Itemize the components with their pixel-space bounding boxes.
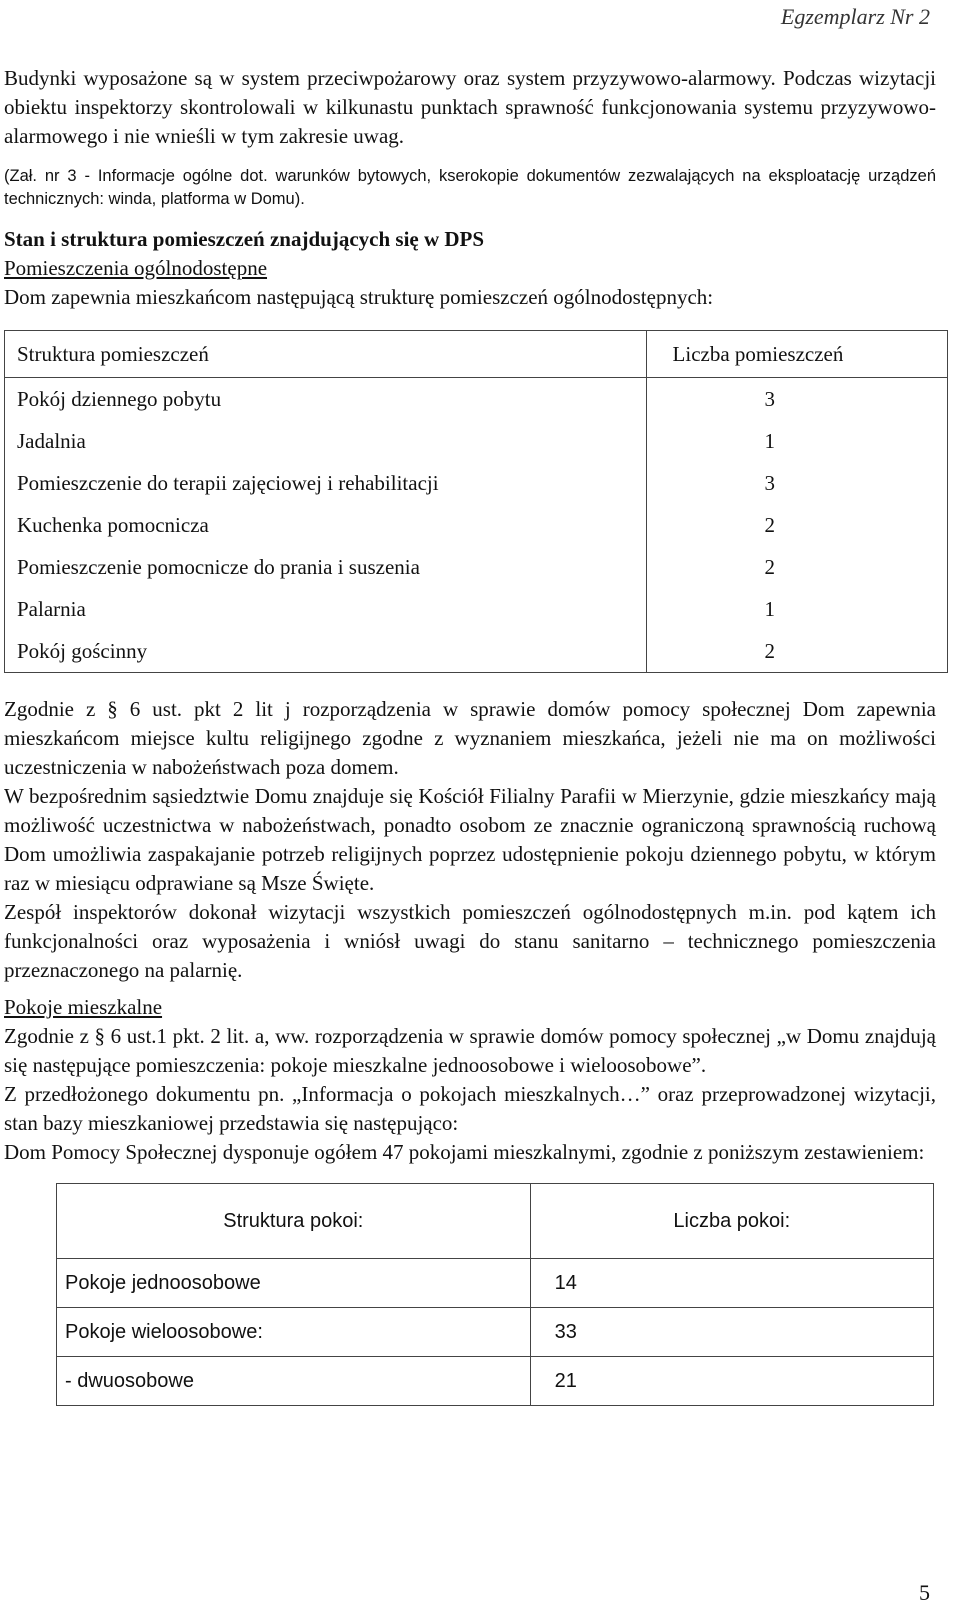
table-cell: Pokój dziennego pobytu: [5, 378, 647, 421]
table-header-row: [5, 331, 948, 378]
paragraph-regulation-b: „w Domu znajdują się następujące pomieszczenia: pokoje mieszkalne jednoosobowe i wieloosobowe”.: [4, 1024, 937, 1077]
table-cell: Pomieszczenie do terapii zajęciowej i rehabilitacji: [5, 462, 647, 504]
paragraph-regulation-a: Zgodnie z § 6 ust.1 pkt. 2 lit. a, ww. rozporządzenia w sprawie domów pomocy społecznej: [4, 1024, 772, 1048]
table-cell: 33: [530, 1308, 933, 1357]
paragraph-inspection: Zespół inspektorów dokonał wizytacji wszystkich pomieszczeń ogólnodostępnych m.in. pod kątem ich funkcjonalności oraz wyposażenia i wniósł uwagi do stanu sanitarno – technicznego pomieszczenia przeznaczonego na palarnię.: [4, 900, 936, 982]
table-header-cell: Struktura pomieszczeń: [5, 331, 647, 378]
document-header: Egzemplarz Nr 2: [780, 4, 930, 29]
table-cell: 14: [530, 1259, 933, 1308]
table-header-row: [57, 1184, 934, 1259]
table-row: [57, 1308, 934, 1357]
table-cell: 3: [646, 462, 947, 504]
table-cell: 1: [646, 420, 947, 462]
table-header-cell: Struktura pokoi:: [57, 1184, 531, 1259]
table-row: [5, 588, 948, 630]
table-row: [57, 1259, 934, 1308]
common-rooms-table: [4, 330, 948, 673]
subheading-living-rooms: Pokoje mieszkalne: [4, 995, 163, 1019]
section-heading: Stan i struktura pomieszczeń znajdujących się w DPS: [4, 227, 485, 251]
living-rooms-table: [56, 1183, 934, 1406]
paragraph-alarm-system: Budynki wyposażone są w system przeciwpożarowy oraz system przyzywowo-alarmowy. Podczas wizytacji obiektu inspektorzy skontrolowali w kilkunastu punktach sprawność funkcjonowania systemu przyzywowo-alarmowego i nie wnieśli w tym zakresie uwag.: [4, 66, 936, 148]
page-number: 5: [919, 1580, 930, 1605]
table-header-cell: Liczba pomieszczeń: [646, 331, 947, 378]
table-row: [5, 420, 948, 462]
table-cell: Pokój gościnny: [5, 630, 647, 673]
table-row: [5, 378, 948, 421]
table-cell: 3: [646, 378, 947, 421]
table-cell: 21: [530, 1357, 933, 1406]
table-header-cell: Liczba pokoi:: [530, 1184, 933, 1259]
table-cell: 2: [646, 630, 947, 673]
subheading-common-rooms: Pomieszczenia ogólnodostępne: [4, 256, 268, 280]
table-row: [5, 504, 948, 546]
table-row: [5, 462, 948, 504]
table-cell: Palarnia: [5, 588, 647, 630]
paragraph-document: Z przedłożonego dokumentu pn. „Informacja o pokojach mieszkalnych…” oraz przeprowadzonej wizytacji, stan bazy mieszkaniowej przedstawia się następująco:: [4, 1082, 936, 1135]
table-row: [5, 630, 948, 673]
table-cell: Pomieszczenie pomocnicze do prania i suszenia: [5, 546, 647, 588]
table-cell: 1: [646, 588, 947, 630]
paragraph-worship-place: Zgodnie z § 6 ust. pkt 2 lit j rozporządzenia w sprawie domów pomocy społecznej Dom zapewnia mieszkańcom miejsce kultu religijnego zgodne z wyznaniem mieszkańca, jeżeli nie ma on możliwości uczestniczenia w nabożeństwach poza domem.: [4, 697, 936, 779]
table-row: [57, 1357, 934, 1406]
table-row: [5, 546, 948, 588]
table-cell: Pokoje wieloosobowe:: [57, 1308, 531, 1357]
table-cell: Pokoje jednoosobowe: [57, 1259, 531, 1308]
table-cell: 2: [646, 546, 947, 588]
paragraph-regulation: [4, 1022, 936, 1080]
paragraph-rooms-total: Dom Pomocy Społecznej dysponuje ogółem 47 pokojami mieszkalnymi, zgodnie z poniższym zestawieniem:: [4, 1140, 925, 1164]
table-cell: - dwuosobowe: [57, 1357, 531, 1406]
table-cell: Jadalnia: [5, 420, 647, 462]
document-body: [4, 64, 936, 1406]
attachment-note: (Zał. nr 3 - Informacje ogólne dot. warunków bytowych, kserokopie dokumentów zezwalających na eksploatację urządzeń technicznych: winda, platforma w Domu).: [4, 167, 936, 208]
table-cell: 2: [646, 504, 947, 546]
table-cell: Kuchenka pomocnicza: [5, 504, 647, 546]
intro-common-rooms: Dom zapewnia mieszkańcom następującą strukturę pomieszczeń ogólnodostępnych:: [4, 285, 714, 309]
paragraph-church: W bezpośrednim sąsiedztwie Domu znajduje się Kościół Filialny Parafii w Mierzynie, gdzie mieszkańcy mają możliwość uczestnictwa w nabożeństwach, ponadto osobom ze znacznie ograniczoną sprawnością ruchową Dom umożliwia zaspakajanie potrzeb religijnych poprzez udostępnienie pokoju dziennego pobytu, w którym raz w miesiącu odprawiane są Msze Święte.: [4, 784, 936, 895]
